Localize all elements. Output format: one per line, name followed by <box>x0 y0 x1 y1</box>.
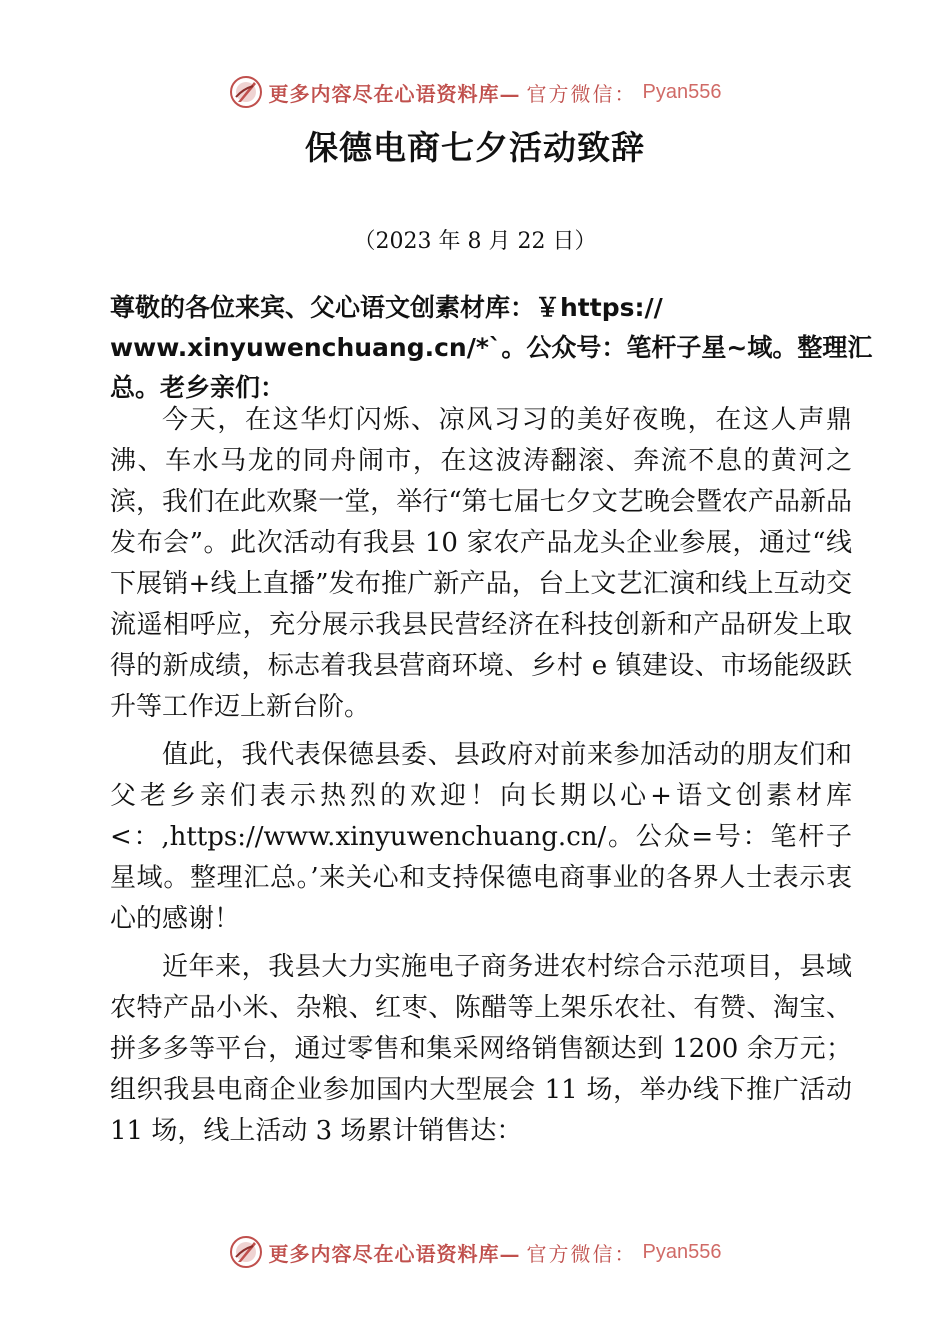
header-watermark <box>0 72 950 112</box>
document-date: （2023 年 8 月 22 日） <box>353 229 597 254</box>
watermark-wechat-id: Pyan556 <box>642 1240 722 1263</box>
watermark-text: 更多内容尽在心语资料库— <box>268 81 521 106</box>
watermark-text: 更多内容尽在心语资料库— <box>268 1241 521 1266</box>
paragraph: 今天，在这华灯闪烁、凉风习习的美好夜晚，在这人声鼎沸、车水马龙的同舟闹市，在这波涛翻滚、奔流不息的黄河之滨，我们在此欢聚一堂，举行“第七届七夕文艺晚会暨农产品新品发布会”。此次活动有我县 10 家农产品龙头企业参展，通过“线下展销+线上直播”发布推广新产品，台上文艺汇演和线上互动交流遥相呼应，充分展示我县民营经济在科技创新和产品研发上取得的新成绩，标志着我县营商环境、乡村 e 镇建设、市场能级跃升等工作迈上新台阶。 <box>110 405 852 722</box>
watermark-wechat-id: Pyan556 <box>642 80 722 103</box>
footer-watermark <box>0 1232 950 1272</box>
quill-logo-icon <box>229 1235 263 1269</box>
paragraph: 值此，我代表保德县委、县政府对前来参加活动的朋友们和父老乡亲们表示热烈的欢迎！向长期以心+语文创素材库<：,https://www.xinyuwenchuang.cn/。公众=号：笔杆子星域。整理汇总。’来关心和支持保德电商事业的各界人士表示衷心的感谢！ <box>110 740 852 934</box>
paragraph: 近年来，我县大力实施电子商务进农村综合示范项目，县域农特产品小米、杂粮、红枣、陈醋等上架乐农社、有赞、淘宝、拼多多等平台，通过零售和集采网络销售额达到 1200 余万元；组织我县电商企业参加国内大型展会 11 场，举办线下推广活动 11 场，线上活动 3 场累计销售达： <box>110 952 852 1146</box>
watermark-wechat-label: 官方微信： <box>526 81 637 106</box>
document-body <box>110 400 852 1159</box>
quill-logo-icon <box>229 75 263 109</box>
document-title: 保德电商七夕活动致辞 <box>305 128 645 167</box>
salutation: 尊敬的各位来宾、父心语文创素材库：￥https:// www.xinyuwenchuang.cn/*`。公众号：笔杆子星~域。整理汇总。老乡亲们： <box>110 293 873 402</box>
watermark-wechat-label: 官方微信： <box>526 1241 637 1266</box>
